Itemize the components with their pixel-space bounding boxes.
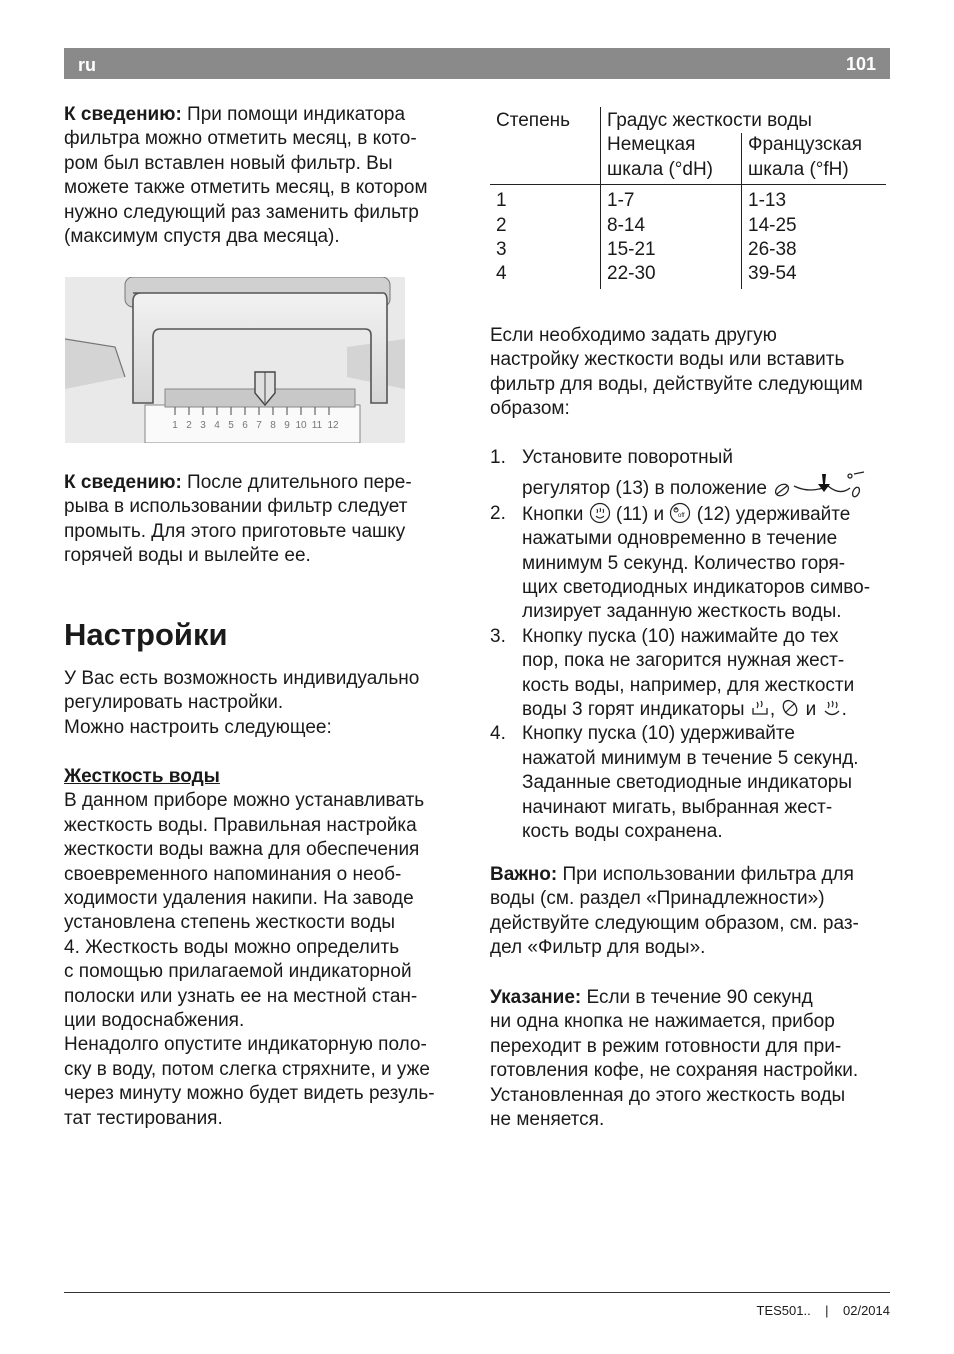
section-heading: Настройки bbox=[64, 617, 228, 652]
dial-number: 7 bbox=[256, 420, 262, 431]
text-line: кость воды сохранена. bbox=[522, 821, 723, 843]
footer-separator: | bbox=[825, 1303, 829, 1318]
text-line: горячей воды и вылейте ее. bbox=[64, 545, 311, 567]
table-header-cell bbox=[601, 133, 742, 184]
text-line: тат тестирования. bbox=[64, 1107, 223, 1129]
dial-number: 9 bbox=[284, 420, 290, 431]
text-line: можете также отметить месяц, в котором bbox=[64, 177, 428, 199]
list-item bbox=[490, 446, 890, 502]
text-line: не меняется. bbox=[490, 1109, 605, 1131]
procedure-steps bbox=[490, 446, 890, 845]
step-number: 2. bbox=[490, 502, 506, 524]
table-cell: 1 bbox=[496, 190, 507, 212]
table-cell: 39-54 bbox=[742, 262, 887, 288]
dial-number: 4 bbox=[214, 420, 220, 431]
text-line: кость воды, например, для жесткости bbox=[522, 674, 855, 696]
text-line: дел «Фильтр для воды». bbox=[490, 937, 706, 959]
text-line: нажатой минимум в течение 5 секунд. bbox=[522, 747, 859, 769]
text-line: При использовании фильтра для bbox=[557, 864, 854, 885]
text-line: ни одна кнопка не нажимается, прибор bbox=[490, 1011, 835, 1033]
text-line: полоски или узнать ее на местной стан- bbox=[64, 985, 418, 1007]
text-line: жесткости воды важна для обеспечения bbox=[64, 839, 420, 861]
text-line: через минуту можно будет видеть резуль- bbox=[64, 1083, 435, 1105]
dial-number: 2 bbox=[186, 420, 192, 431]
text-line: . bbox=[841, 699, 847, 721]
text-line: с помощью прилагаемой индикаторной bbox=[64, 961, 412, 983]
table-header-cell: Градус жесткости воды bbox=[601, 107, 887, 133]
text-line: Кнопку пуска (10) удерживайте bbox=[522, 723, 795, 745]
table-cell: 26-38 bbox=[742, 238, 887, 262]
text-line: ром был вставлен новый фильтр. Вы bbox=[64, 152, 393, 174]
table-row bbox=[490, 262, 886, 288]
dial-number: 6 bbox=[242, 420, 248, 431]
table-cell: 4 bbox=[496, 263, 507, 285]
text-line: У Вас есть возможность индивидуально bbox=[64, 668, 420, 689]
text-line: Если необходимо задать другую bbox=[490, 325, 777, 346]
dial-number: 11 bbox=[311, 420, 323, 431]
dial-number: 5 bbox=[228, 420, 234, 431]
procedure-intro bbox=[490, 324, 890, 422]
text-line: промыть. Для этого приготовьте чашку bbox=[64, 520, 406, 542]
text-line: пор, пока не загорится нужная жест- bbox=[522, 650, 845, 672]
page-number: 101 bbox=[845, 54, 876, 74]
descale-indicator-icon bbox=[750, 698, 770, 718]
dial-number: 10 bbox=[295, 420, 307, 431]
text-line: В данном приборе можно устанавливать bbox=[64, 790, 425, 812]
rotary-knob-position-icon bbox=[772, 470, 868, 500]
table-cell: 2 bbox=[496, 214, 507, 236]
text-line: установлена степень жесткости воды bbox=[64, 912, 396, 934]
text-line: и bbox=[800, 699, 822, 721]
text-line: регулировать настройки. bbox=[64, 692, 284, 714]
page-header-bar bbox=[64, 48, 890, 79]
text-line: Заданные светодиодные индикаторы bbox=[522, 772, 853, 794]
text-line: готовления кофе, не сохраняя настройки. bbox=[490, 1060, 859, 1082]
table-row bbox=[490, 238, 886, 262]
text-line: ходимости удаления накипи. На заводе bbox=[64, 888, 414, 910]
text-line: настройку жесткости воды или вставить bbox=[490, 349, 845, 371]
text-line: Немецкая bbox=[607, 134, 696, 156]
text-line: лизирует заданную жесткость воды. bbox=[522, 601, 842, 623]
text-line: шкала (°dH) bbox=[607, 158, 714, 180]
text-line: жесткость воды. Правильная настройка bbox=[64, 814, 417, 836]
table-cell: 22-30 bbox=[601, 262, 742, 288]
text-line: фильтра можно отметить месяц, в кото- bbox=[64, 128, 417, 150]
text-line: ции водоснабжения. bbox=[64, 1010, 245, 1032]
list-item bbox=[490, 502, 890, 625]
text-line: шкала (°fH) bbox=[748, 158, 849, 180]
text-line: Установленная до этого жесткость воды bbox=[490, 1084, 846, 1106]
text-line: Кнопку пуска (10) нажимайте до тех bbox=[522, 625, 839, 647]
text-line: переходит в режим готовности для при- bbox=[490, 1035, 842, 1057]
text-line: рыва в использовании фильтр следует bbox=[64, 496, 408, 518]
table-cell: 1-7 bbox=[601, 185, 742, 214]
dial-number: 1 bbox=[172, 420, 178, 431]
text-line: своевременного напоминания о необ- bbox=[64, 863, 402, 885]
list-item bbox=[490, 625, 890, 723]
table-cell: 3 bbox=[496, 239, 507, 261]
note-label: К сведению: bbox=[64, 472, 182, 493]
table-cell: 1-13 bbox=[742, 185, 887, 214]
step-number: 3. bbox=[490, 625, 506, 647]
steam-indicator-icon bbox=[822, 698, 842, 718]
hint-note bbox=[490, 986, 890, 1132]
note-filter-rinse bbox=[64, 471, 464, 569]
text-line: Если в течение 90 секунд bbox=[581, 987, 813, 1008]
filter-indicator-icon bbox=[780, 698, 800, 718]
footer-divider bbox=[64, 1292, 890, 1293]
text-line: При помощи индикатора bbox=[181, 104, 406, 125]
model-number: TES501.. bbox=[756, 1303, 811, 1318]
note-label: Указание: bbox=[490, 987, 582, 1008]
language-code: ru bbox=[78, 55, 96, 75]
text-line: Французская bbox=[748, 134, 863, 156]
text-line: образом: bbox=[490, 398, 570, 420]
text-line: регулятор (13) в положение bbox=[522, 478, 767, 500]
list-item bbox=[490, 722, 890, 844]
text-line: воды 3 горят индикаторы bbox=[522, 699, 750, 721]
svg-text:off: off bbox=[678, 512, 686, 519]
hardness-table bbox=[490, 107, 886, 289]
steam-button-icon bbox=[589, 502, 611, 524]
text-line: , bbox=[769, 699, 781, 721]
subheading: Жесткость воды bbox=[64, 766, 220, 787]
text-line: минимум 5 секунд. Количество горя- bbox=[522, 552, 846, 574]
off-button-icon bbox=[669, 502, 691, 524]
dial-number: 3 bbox=[200, 420, 206, 431]
table-header-cell: Степень bbox=[496, 110, 571, 131]
text-line: (максимум спустя два месяца). bbox=[64, 226, 340, 248]
footer bbox=[757, 1299, 891, 1323]
table-row bbox=[490, 185, 886, 214]
text-line: Можно настроить следующее: bbox=[64, 716, 332, 738]
dial-number: 8 bbox=[270, 420, 276, 431]
text-line: воды (см. раздел «Принадлежности») bbox=[490, 888, 825, 910]
settings-intro bbox=[64, 667, 464, 740]
water-hardness-section bbox=[64, 765, 464, 1131]
filter-indicator-illustration bbox=[65, 277, 405, 443]
table-cell: 14-25 bbox=[742, 214, 887, 238]
text-line: (12) удерживайте bbox=[691, 503, 851, 525]
dial-number: 12 bbox=[327, 420, 339, 431]
text-line: фильтр для воды, действуйте следующим bbox=[490, 373, 863, 395]
text-line: Ненадолго опустите индикаторную поло- bbox=[64, 1034, 427, 1056]
text-line: щих светодиодных индикаторов симво- bbox=[522, 577, 871, 599]
table-cell: 8-14 bbox=[601, 214, 742, 238]
text-line: (11) и bbox=[610, 503, 670, 525]
text-line: начинают мигать, выбранная жест- bbox=[522, 796, 833, 818]
text-line: нужно следующий раз заменить фильтр bbox=[64, 201, 419, 223]
text-line: ску в воду, потом слегка стряхните, и уже bbox=[64, 1058, 430, 1080]
publication-date: 02/2014 bbox=[843, 1303, 890, 1318]
table-cell: 15-21 bbox=[601, 238, 742, 262]
text-line: 4. Жесткость воды можно определить bbox=[64, 936, 400, 958]
text-line: Установите поворотный bbox=[522, 447, 733, 468]
note-label: Важно: bbox=[490, 864, 558, 885]
text-line: После длительного пере- bbox=[181, 472, 412, 493]
important-note bbox=[490, 863, 890, 961]
text-line: действуйте следующим образом, см. раз- bbox=[490, 912, 859, 934]
table-row bbox=[490, 214, 886, 238]
step-number: 1. bbox=[490, 447, 506, 468]
text-line: нажатыми одновременно в течение bbox=[522, 528, 838, 550]
note-label: К сведению: bbox=[64, 104, 182, 125]
step-number: 4. bbox=[490, 723, 506, 745]
text-line: Кнопки bbox=[522, 503, 589, 525]
note-filter-indicator bbox=[64, 103, 464, 249]
table-header-cell bbox=[742, 133, 887, 184]
